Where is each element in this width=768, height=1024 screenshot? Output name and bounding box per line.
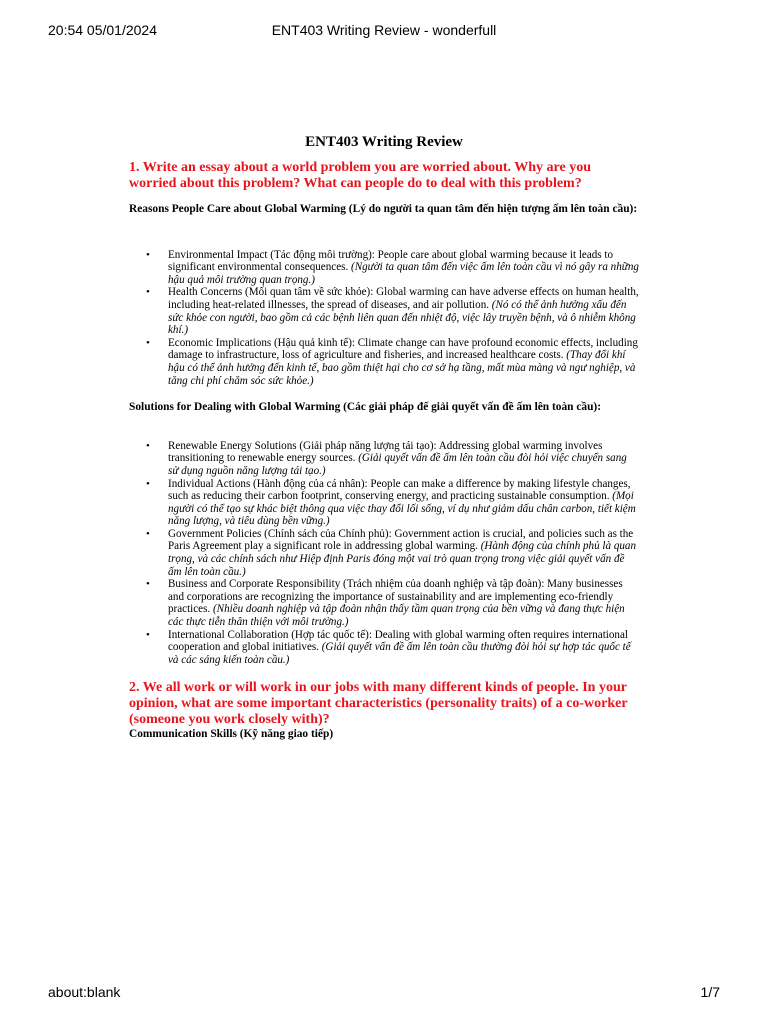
reasons-list bbox=[129, 249, 639, 388]
list-item: • Renewable Energy Solutions (Giải pháp năng lượng tái tạo): Addressing global warming involves transitioning to renewable energy sources. (Giải quyết vấn đề ấm lên toàn cầu đòi hỏi việc chuyển sang sử dụng nguồn năng lượng tái tạo.) bbox=[146, 439, 627, 477]
section-heading-reasons: Reasons People Care about Global Warming (Lý do người ta quan tâm đến hiện tượng ấm lên toàn cầu): bbox=[129, 203, 638, 215]
list-item: • Government Policies (Chính sách của Chính phủ): Government action is crucial, and policies such as the Paris Agreement play a significant role in addressing global warming. (Hành động của chính phủ là quan trọng, và các chính sách như Hiệp định Paris đóng một vai trò quan trọng trong việc giải quyết vấn đề ấm lên toàn cầu.) bbox=[146, 527, 637, 578]
list-item: • Environmental Impact (Tác động môi trường): People care about global warming because it leads to significant environmental consequences. (Người ta quan tâm đến việc ấm lên toàn cầu vì nó gây ra những hậu quả môi trường quan trọng.) bbox=[146, 248, 639, 286]
bullet-icon: • bbox=[146, 578, 150, 591]
bullet-icon: • bbox=[146, 527, 150, 540]
list-item: • Business and Corporate Responsibility (Trách nhiệm của doanh nghiệp và tập đoàn): Many businesses and corporations are recognizing the importance of sustainability and are implementing eco-friendly practices. (Nhiều doanh nghiệp và tập đoàn nhận thấy tầm quan trọng của bền vững và đang thực hiện các thực tiễn thân thiện với môi trường.) bbox=[146, 578, 625, 629]
list-item: • Individual Actions (Hành động của cá nhân): People can make a difference by making lifestyle changes, such as reducing their carbon footprint, conserving energy, and practicing sustainable consumption. (Mọi người có thể tạo sự khác biệt thông qua việc thay đổi lối sống, ví dụ như giảm dấu chân carbon, tiết kiệm năng lượng, và tiêu dùng bền vững.) bbox=[146, 477, 636, 528]
bullet-icon: • bbox=[146, 477, 150, 490]
print-url: about:blank bbox=[48, 984, 121, 1000]
bullet-icon: • bbox=[146, 248, 150, 261]
list-item: • Health Concerns (Mối quan tâm về sức khỏe): Global warming can have adverse effects on human health, including heat-related illnesses, the spread of diseases, and air pollution. (Nó có thể ảnh hưởng xấu đến sức khỏe con người, bao gồm cả các bệnh liên quan đến nhiệt độ, việc lây truyền bệnh, và ô nhiễm không khí.) bbox=[146, 286, 639, 337]
solutions-list bbox=[129, 440, 639, 667]
question-2: 2. We all work or will work in our jobs with many different kinds of people. In your opinion, what are some important characteristics (personality traits) of a co-worker (someone you work closely with)? bbox=[129, 680, 628, 728]
document-body bbox=[129, 134, 639, 741]
bullet-icon: • bbox=[146, 286, 150, 299]
list-item: • Economic Implications (Hậu quả kinh tế): Climate change can have profound economic effects, including damage to infrastructure, loss of agriculture and fisheries, and increased healthcare costs. (Thay đổi khí hậu có thể ảnh hưởng đến kinh tế, bao gồm thiệt hại cho cơ sở hạ tầng, mất mùa màng và ngư nghiệp, và tăng chi phí chăm sóc sức khỏe.) bbox=[146, 336, 638, 387]
bullet-icon: • bbox=[146, 628, 150, 641]
list-item: • International Collaboration (Hợp tác quốc tế): Dealing with global warming often requires international cooperation and global initiatives. (Giải quyết vấn đề ấm lên toàn cầu thường đòi hỏi sự hợp tác quốc tế và các sáng kiến toàn cầu.) bbox=[146, 628, 631, 666]
print-page-title: ENT403 Writing Review - wonderfull bbox=[271, 22, 497, 38]
print-datetime: 20:54 05/01/2024 bbox=[48, 22, 157, 38]
bullet-icon: • bbox=[146, 336, 150, 349]
section-heading-communication: Communication Skills (Kỹ năng giao tiếp) bbox=[129, 728, 334, 741]
bullet-icon: • bbox=[146, 439, 150, 452]
print-page-number: 1/7 bbox=[700, 984, 720, 1000]
section-heading-solutions: Solutions for Dealing with Global Warming (Các giải pháp để giải quyết vấn đề ấm lên toàn cầu): bbox=[129, 401, 602, 414]
question-1: 1. Write an essay about a world problem you are worried about. Why are you worried about this problem? What can people do to deal with this problem? bbox=[129, 160, 592, 191]
document-title: ENT403 Writing Review bbox=[305, 134, 463, 150]
